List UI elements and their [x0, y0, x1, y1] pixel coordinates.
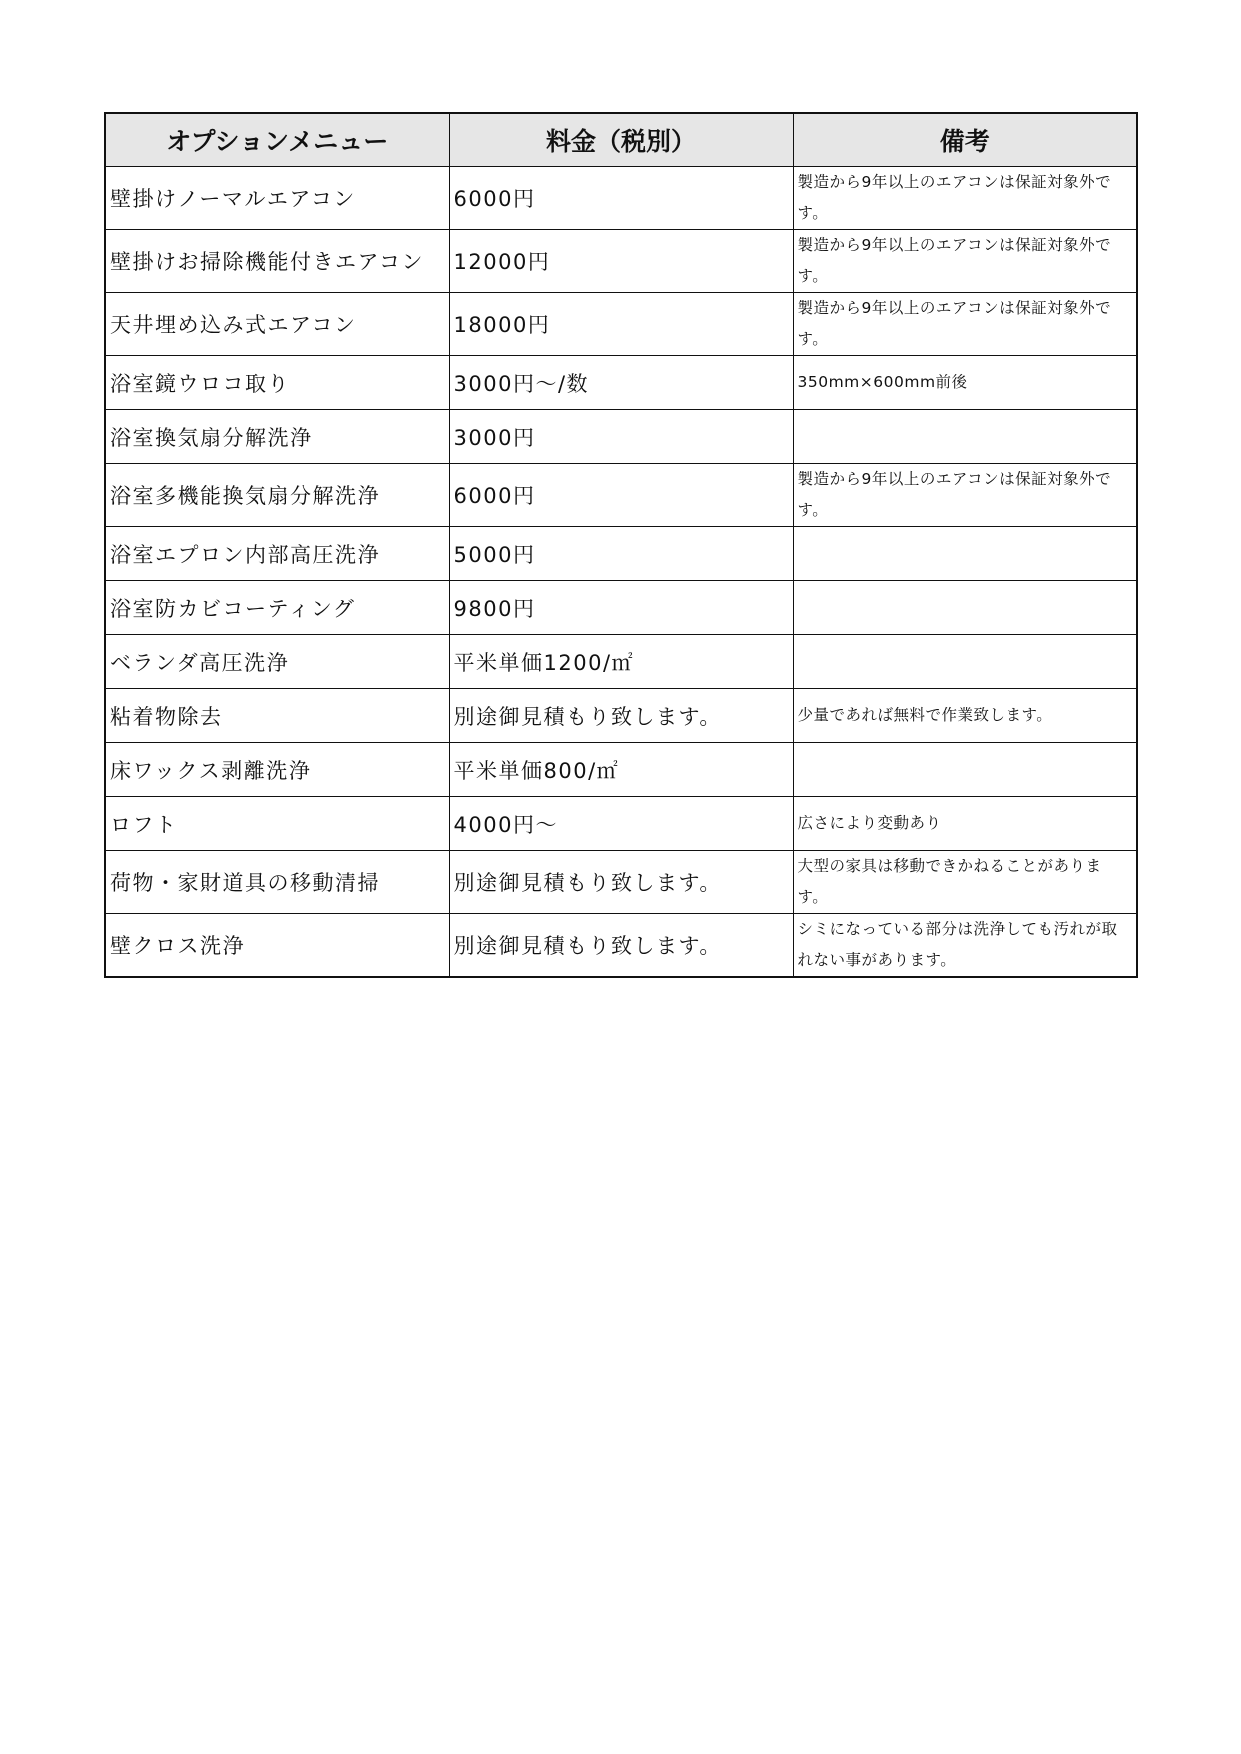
option-name: 浴室換気扇分解洗浄	[105, 410, 449, 464]
header-notes: 備考	[793, 113, 1137, 167]
option-name: 床ワックス剥離洗浄	[105, 743, 449, 797]
option-menu-table	[104, 112, 1138, 978]
option-price: 6000円	[449, 464, 793, 527]
option-price: 18000円	[449, 293, 793, 356]
option-price: 平米単価1200/㎡	[449, 635, 793, 689]
table-row	[105, 689, 1137, 743]
option-price: 別途御見積もり致します。	[449, 689, 793, 743]
option-name: 壁掛けお掃除機能付きエアコン	[105, 230, 449, 293]
option-price-sheet	[104, 112, 1136, 978]
option-note: 少量であれば無料で作業致します。	[793, 689, 1137, 743]
option-name: 天井埋め込み式エアコン	[105, 293, 449, 356]
option-name: 壁掛けノーマルエアコン	[105, 167, 449, 230]
option-note	[793, 410, 1137, 464]
option-note	[793, 743, 1137, 797]
table-row	[105, 635, 1137, 689]
option-price: 4000円～	[449, 797, 793, 851]
option-price: 5000円	[449, 527, 793, 581]
option-note: 製造から9年以上のエアコンは保証対象外です。	[793, 167, 1137, 230]
option-name: ベランダ高圧洗浄	[105, 635, 449, 689]
option-note: 製造から9年以上のエアコンは保証対象外です。	[793, 293, 1137, 356]
option-name: 荷物・家財道具の移動清掃	[105, 851, 449, 914]
option-note: 製造から9年以上のエアコンは保証対象外です。	[793, 464, 1137, 527]
table-row	[105, 293, 1137, 356]
option-price: 6000円	[449, 167, 793, 230]
option-price: 別途御見積もり致します。	[449, 851, 793, 914]
option-note: 広さにより変動あり	[793, 797, 1137, 851]
option-name: 浴室多機能換気扇分解洗浄	[105, 464, 449, 527]
option-name: 浴室エプロン内部高圧洗浄	[105, 527, 449, 581]
option-note: シミになっている部分は洗浄しても汚れが取れない事があります。	[793, 914, 1137, 978]
table-row	[105, 356, 1137, 410]
table-row	[105, 527, 1137, 581]
option-note	[793, 635, 1137, 689]
table-row	[105, 410, 1137, 464]
table-row	[105, 797, 1137, 851]
option-note: 350mm×600mm前後	[793, 356, 1137, 410]
table-row	[105, 230, 1137, 293]
option-name: 浴室防カビコーティング	[105, 581, 449, 635]
option-price: 9800円	[449, 581, 793, 635]
option-price: 3000円～/数	[449, 356, 793, 410]
option-name: 浴室鏡ウロコ取り	[105, 356, 449, 410]
header-option-menu: オプションメニュー	[105, 113, 449, 167]
option-note: 大型の家具は移動できかねることがあります。	[793, 851, 1137, 914]
option-name: 壁クロス洗浄	[105, 914, 449, 978]
option-note	[793, 527, 1137, 581]
header-price: 料金（税別）	[449, 113, 793, 167]
table-row	[105, 851, 1137, 914]
option-name: ロフト	[105, 797, 449, 851]
table-header-row	[105, 113, 1137, 167]
option-price: 12000円	[449, 230, 793, 293]
option-note: 製造から9年以上のエアコンは保証対象外です。	[793, 230, 1137, 293]
table-row	[105, 167, 1137, 230]
option-price: 別途御見積もり致します。	[449, 914, 793, 978]
table-row	[105, 914, 1137, 978]
table-row	[105, 581, 1137, 635]
table-row	[105, 743, 1137, 797]
option-price: 平米単価800/㎡	[449, 743, 793, 797]
table-row	[105, 464, 1137, 527]
option-name: 粘着物除去	[105, 689, 449, 743]
option-note	[793, 581, 1137, 635]
option-price: 3000円	[449, 410, 793, 464]
